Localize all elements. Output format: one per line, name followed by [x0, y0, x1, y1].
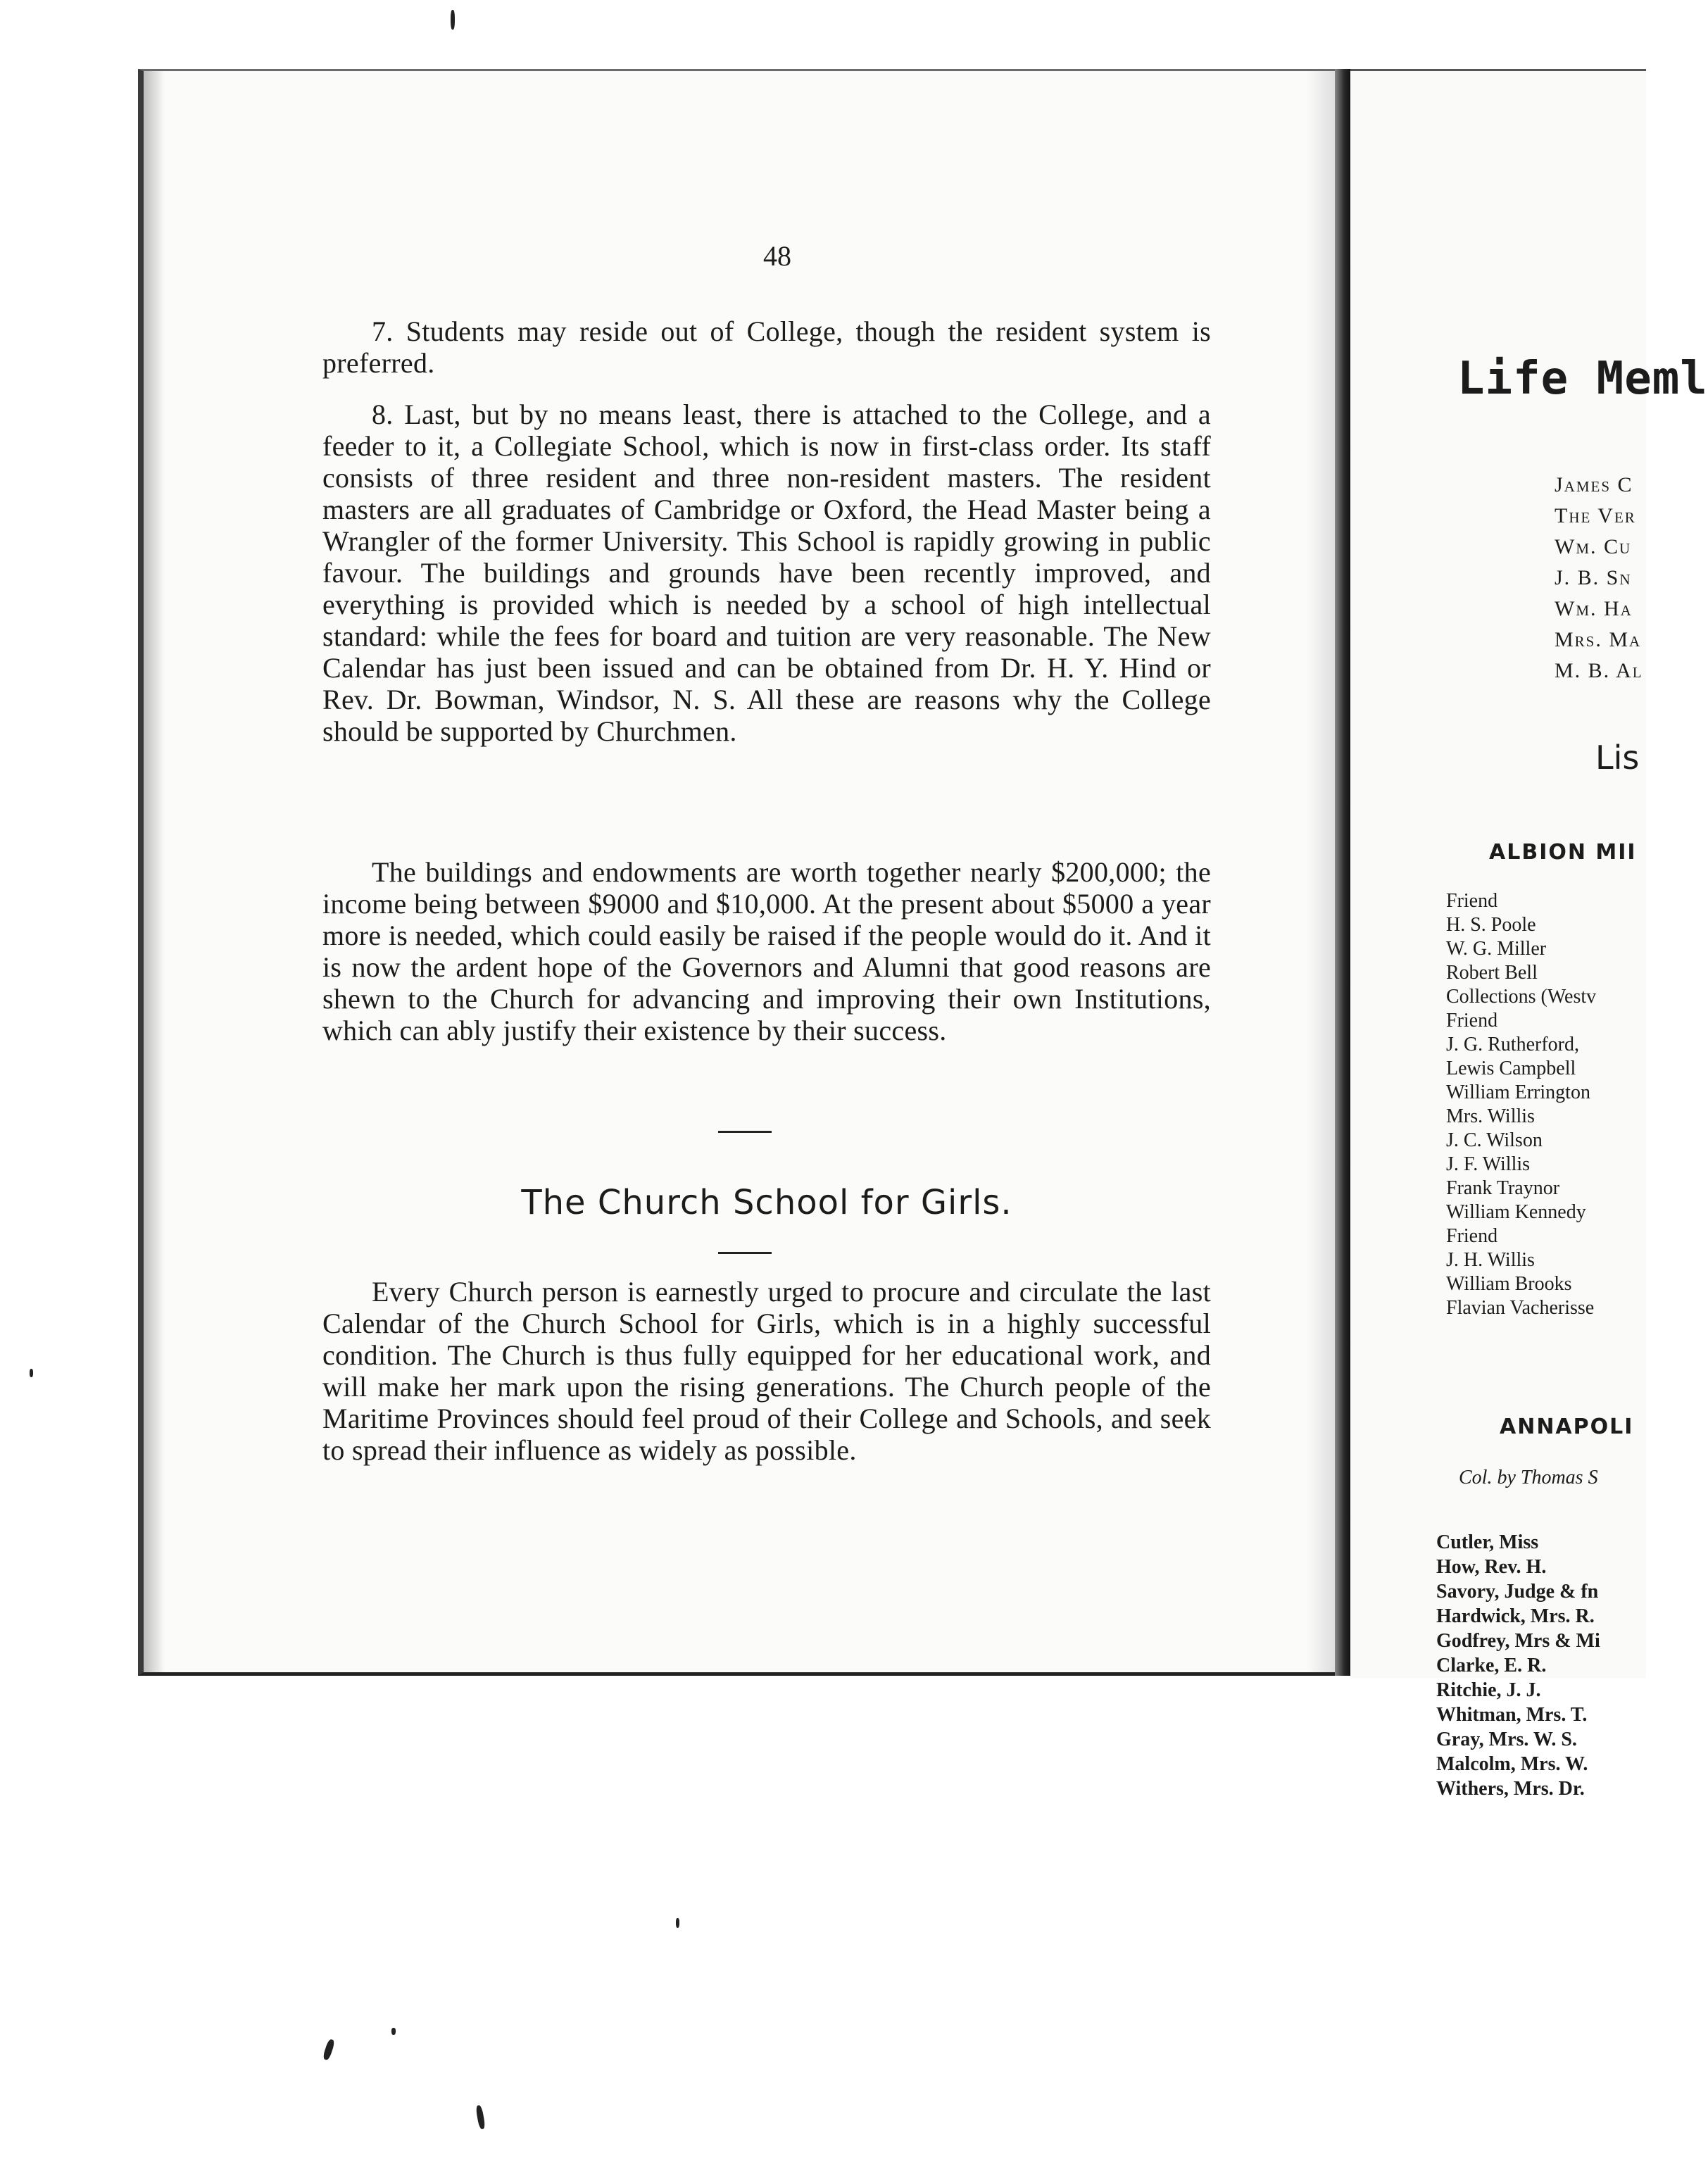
list-item: Clarke, E. R. [1436, 1655, 1547, 1676]
scan-speck [676, 1918, 679, 1928]
albion-mines-heading: ALBION MII [1489, 840, 1637, 865]
list-item: Friend [1446, 890, 1498, 912]
list-item: Robert Bell [1446, 962, 1538, 984]
list-item: W. G. Miller [1446, 938, 1547, 960]
list-item: Hardwick, Mrs. R. [1436, 1605, 1595, 1627]
list-item: Frank Traynor [1446, 1177, 1560, 1199]
page-number: 48 [763, 240, 791, 272]
list-item: James C [1555, 473, 1633, 496]
list-item: How, Rev. H. [1436, 1556, 1547, 1578]
life-members-list [1555, 470, 1643, 686]
list-item: Collections (Westv [1446, 986, 1597, 1008]
list-item: Wm. Cu [1555, 535, 1632, 558]
list-item: William Errington [1446, 1082, 1590, 1103]
list-item: Wm. Ha [1555, 597, 1633, 620]
albion-donor-list [1446, 889, 1596, 1320]
list-item: Cutler, Miss [1436, 1531, 1539, 1553]
list-item: Malcolm, Mrs. W. [1436, 1753, 1588, 1775]
list-item: Mrs. Willis [1446, 1105, 1535, 1127]
paragraph-girls-school: Every Church person is earnestly urged to procure and circulate the last Calendar of the Church School for Girls, which is in a highly successful condition. The Church is thus fully equipped for her educational work, and will make her mark upon the rising generations. The Church people of the Maritime Provinces should feel proud of their College and Schools, and seek to spread their influence as widely as possible. [322, 1276, 1211, 1466]
list-item: William Brooks [1446, 1273, 1572, 1295]
list-item: Mrs. Ma [1555, 628, 1642, 651]
right-page [1350, 69, 1708, 1800]
scan-speck [391, 2028, 396, 2035]
list-item: Lewis Campbell [1446, 1058, 1576, 1079]
list-item: J. B. Sn [1555, 566, 1632, 589]
list-item: J. G. Rutherford, [1446, 1034, 1579, 1055]
list-item: Friend [1446, 1010, 1498, 1032]
list-item: Withers, Mrs. Dr. [1436, 1778, 1585, 1800]
list-item: J. H. Willis [1446, 1249, 1535, 1271]
annapolis-heading: ANNAPOLI [1500, 1415, 1634, 1439]
list-item: Friend [1446, 1225, 1498, 1247]
scan-speck [451, 10, 455, 30]
paragraph-item-7: 7. Students may reside out of College, though the resident system is preferred. [322, 315, 1211, 379]
collector-line: Col. by Thomas S [1459, 1467, 1598, 1488]
list-item: Ritchie, J. J. [1436, 1679, 1541, 1701]
list-item: Gray, Mrs. W. S. [1436, 1729, 1577, 1750]
list-item: Whitman, Mrs. T. [1436, 1704, 1588, 1726]
life-members-title: Life Meml [1457, 353, 1708, 405]
scan-speck [30, 1369, 33, 1377]
heading-underline [718, 1252, 772, 1254]
book-gutter [1335, 69, 1350, 1676]
list-item: M. B. Al [1555, 659, 1643, 682]
paragraph-buildings-endowments: The buildings and endowments are worth together nearly $200,000; the income being between $9000 and $10,000. At the present about $5000 a year more is needed, which could easily be raised if the people would do it. And it is now the ardent hope of the Governors and Alumni that good reasons are shewn to the Church for advancing and improving their own Institutions, which can ably justify their existence by their success. [322, 856, 1211, 1046]
list-item: J. F. Willis [1446, 1153, 1531, 1175]
list-item: J. C. Wilson [1446, 1129, 1543, 1151]
list-item: Savory, Judge & fn [1436, 1581, 1599, 1603]
list-heading: Lis [1595, 739, 1640, 777]
section-heading-girls-school: The Church School for Girls. [521, 1183, 1012, 1222]
list-item: H. S. Poole [1446, 914, 1536, 936]
scan-speck [475, 2105, 486, 2129]
paragraph-item-8: 8. Last, but by no means least, there is attached to the College, and a feeder to it, a Collegiate School, which is now in first-class order. Its staff consists of three resident and three non-resident masters. The resident masters are all graduates of Cambridge or Oxford, the Head Master being a Wrangler of the former University. This School is rapidly growing in public favour. The buildings and grounds have been recently improved, and everything is provided which is needed by a school of high intellectual standard: while the fees for board and tuition are very reasonable. The New Calendar has just been issued and can be obtained from Dr. H. Y. Hind or Rev. Dr. Bowman, Windsor, N. S. All these are reasons why the College should be supported by Churchmen. [322, 399, 1211, 747]
section-divider [718, 1131, 772, 1133]
list-item: William Kennedy [1446, 1201, 1586, 1223]
list-item: Godfrey, Mrs & Mi [1436, 1630, 1600, 1652]
annapolis-donor-list [1436, 1530, 1600, 1801]
list-item: The Ver [1555, 504, 1636, 527]
list-item: Flavian Vacherisse [1446, 1297, 1595, 1319]
scan-speck [322, 2038, 336, 2061]
